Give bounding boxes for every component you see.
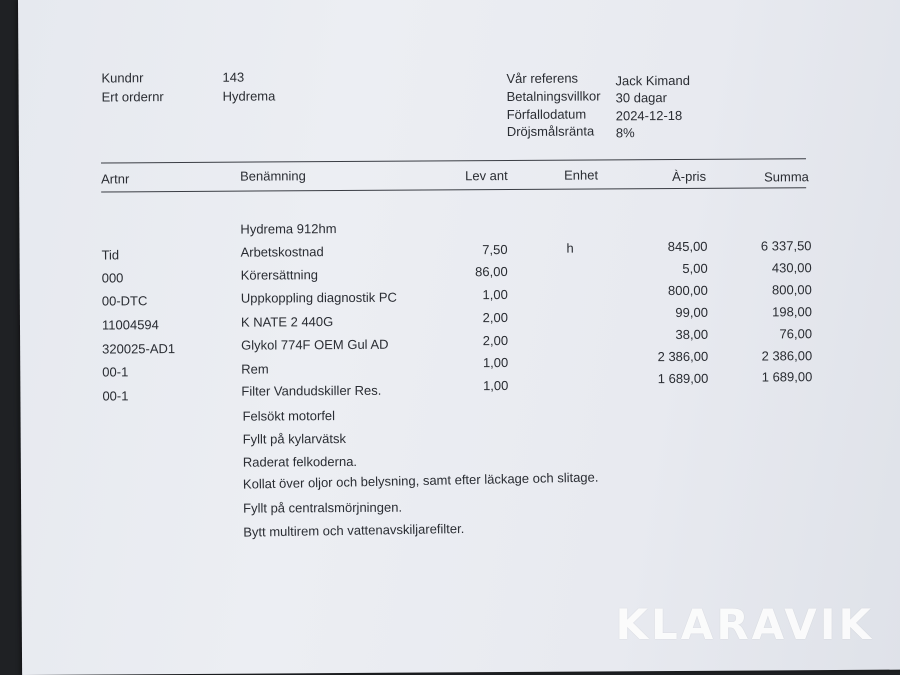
ref-label: Vår referens — [506, 70, 579, 87]
header-rule-bottom — [101, 187, 806, 192]
note-line: Felsökt motorfel — [242, 408, 336, 424]
row-qty: 7,50 — [482, 242, 508, 258]
row-price: 5,00 — [682, 260, 708, 276]
row-artnr: 320025-AD1 — [102, 341, 176, 357]
col-name: Benämning — [240, 168, 306, 184]
row-name: Glykol 774F OEM Gul AD — [241, 336, 389, 353]
interest-value: 8% — [615, 125, 635, 141]
note-line: Kollat över oljor och belysning, samt efter läckage och slitage. — [242, 469, 599, 492]
row-name: Uppkoppling diagnostik PC — [240, 289, 397, 306]
row-sum: 6 337,50 — [760, 238, 812, 254]
row-qty: 1,00 — [482, 287, 508, 303]
row-qty: 2,00 — [482, 310, 508, 326]
row-price: 99,00 — [675, 304, 708, 320]
row-name: K NATE 2 440G — [240, 314, 334, 330]
kundnr-value: 143 — [222, 69, 245, 85]
col-price: À-pris — [672, 168, 707, 185]
row-artnr: 000 — [101, 270, 124, 286]
note-line: Fyllt på kylarvätsk — [242, 431, 347, 447]
col-qty: Lev ant — [465, 168, 508, 184]
row-name: Arbetskostnad — [240, 244, 324, 260]
invoice-paper — [18, 0, 900, 675]
kundnr-label: Kundnr — [101, 70, 144, 86]
row-price: 2 386,00 — [657, 348, 709, 365]
row-artnr: 00-1 — [102, 364, 129, 380]
row-artnr: 11004594 — [101, 317, 159, 333]
row-price: 845,00 — [667, 238, 708, 255]
row-unit: h — [566, 240, 574, 256]
row-name: Rem — [241, 361, 269, 377]
col-artnr: Artnr — [101, 171, 130, 187]
payment-label: Betalningsvillkor — [506, 88, 601, 105]
row-sum: 198,00 — [772, 304, 812, 320]
row-name: Filter Vandudskiller Res. — [241, 382, 382, 399]
note-line: Raderat felkoderna. — [242, 453, 358, 470]
row-sum: 1 689,00 — [761, 369, 813, 385]
due-label: Förfallodatum — [506, 106, 587, 123]
row-artnr: 00-1 — [102, 388, 129, 404]
row-artnr: 00-DTC — [101, 293, 148, 309]
interest-label: Dröjsmålsränta — [506, 123, 595, 140]
ref-value: Jack Kimand — [615, 72, 690, 89]
row-qty: 2,00 — [482, 333, 509, 349]
row-sum: 430,00 — [771, 260, 812, 276]
row-sum: 2 386,00 — [761, 348, 813, 364]
due-value: 2024-12-18 — [615, 107, 683, 124]
row-qty: 1,00 — [483, 378, 509, 394]
header-rule-top — [101, 158, 806, 163]
col-unit: Enhet — [564, 167, 599, 183]
row-price: 38,00 — [675, 326, 709, 342]
col-sum: Summa — [764, 169, 809, 185]
ordernr-label: Ert ordernr — [101, 89, 164, 105]
payment-value: 30 dagar — [615, 90, 667, 106]
ordernr-value: Hydrema — [222, 88, 276, 104]
klaravik-watermark-logo: KLARAVIK — [615, 600, 874, 649]
section-title: Hydrema 912hm — [240, 221, 337, 237]
row-price: 1 689,00 — [657, 370, 709, 387]
note-line: Fyllt på centralsmörjningen. — [243, 499, 403, 516]
note-line: Bytt multirem och vattenavskiljarefilter. — [243, 520, 465, 540]
row-artnr: Tid — [101, 247, 120, 263]
row-qty: 86,00 — [475, 264, 508, 280]
row-name: Körersättning — [240, 267, 319, 283]
row-price: 800,00 — [667, 282, 708, 299]
row-qty: 1,00 — [482, 355, 509, 371]
row-sum: 800,00 — [771, 282, 812, 298]
row-sum: 76,00 — [779, 326, 813, 342]
